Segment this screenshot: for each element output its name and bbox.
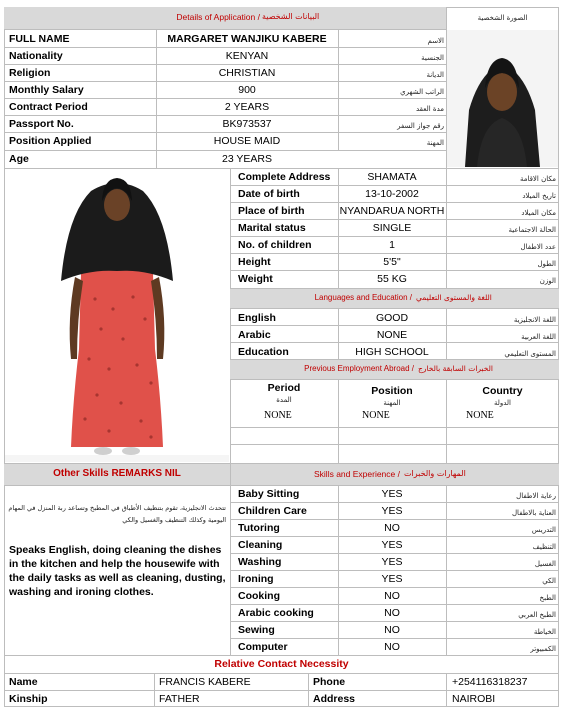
full-body-photo [5,169,229,462]
relative-kinship-label: Kinship [9,693,48,705]
full-name-label: FULL NAME [9,33,70,45]
height-value: 5'5" [383,256,401,268]
relative-kinship-value: FATHER [159,693,200,705]
position-header: Position [371,385,413,397]
monthly-salary-arabic: الراتب الشهري [400,88,444,96]
application-title: Details of Application / [176,12,260,22]
children-value: 1 [389,239,395,251]
dob-value: 13-10-2002 [365,188,419,200]
skill-arabic-cooking-label: Arabic cooking [238,607,314,619]
position-applied-label: Position Applied [9,135,92,147]
skill-ironing-arabic: الكي [542,577,556,585]
other-skills-arabic-text: تتحدث الانجليزية، تقوم بتنظيف الأطباق في المطبخ وتساعد ربة المنزل في المهام اليومية وكذلك التنظيف والغسيل والكي [8,504,226,524]
place-of-birth-label: Place of birth [238,205,305,217]
full-name-arabic: الاسم [427,37,444,45]
skill-children-care-label: Children Care [238,505,307,517]
age-value: 23 YEARS [221,153,272,165]
skill-tutoring-label: Tutoring [238,522,280,534]
skills-title: Skills and Experience / [314,469,400,479]
skill-sewing-value: NO [384,624,400,636]
nationality-arabic: الجنسية [421,54,444,62]
marital-status-label: Marital status [238,222,306,234]
arabic-label: Arabic [238,329,271,341]
passport-value: BK973537 [222,118,272,130]
skill-cooking-label: Cooking [238,590,280,602]
skill-ironing-value: YES [381,573,403,585]
arabic-value: NONE [376,329,408,341]
employment-title-arabic: الخبرات السابقة بالخارج [418,364,494,373]
position-applied-value: HOUSE MAID [213,135,281,147]
period-header: Period [267,382,301,394]
dob-arabic: تاريخ الميلاد [522,192,556,200]
nationality-label: Nationality [9,50,63,62]
english-label: English [238,312,276,324]
other-skills-text: Speaks English, doing cleaning the dishes in the kitchen and help the housewife with the daily tasks as well as cleaning, dusting, washing and ironing clothes. [9,544,226,598]
nationality-value: KENYAN [225,50,269,62]
relative-name-value: FRANCIS KABERE [159,676,251,688]
height-arabic: الطول [537,260,556,268]
employment-title: Previous Employment Abroad / [304,364,414,373]
skill-sewing-label: Sewing [238,624,275,636]
period-header-arabic: المدة [276,396,292,404]
passport-label: Passport No. [9,118,74,130]
marital-status-arabic: الحالة الاجتماعية [508,226,556,234]
weight-label: Weight [238,273,273,285]
monthly-salary-label: Monthly Salary [9,84,84,96]
education-label: Education [238,346,289,358]
skill-washing-value: YES [381,556,403,568]
religion-value: CHRISTIAN [218,67,276,79]
relative-address-value: NAIROBI [452,693,496,705]
employment-position-value: NONE [362,410,390,421]
skill-cleaning-label: Cleaning [238,539,283,551]
employment-period-value: NONE [264,410,292,421]
contract-period-value: 2 YEARS [224,101,270,113]
country-header: Country [482,385,523,397]
monthly-salary-value: 900 [238,84,256,96]
skill-washing-arabic: الغسيل [534,560,556,568]
other-skills-title: Other Skills REMARKS NIL [53,468,181,479]
languages-title: Languages and Education / [314,293,412,302]
dob-label: Date of birth [238,188,300,200]
skill-computer-label: Computer [238,641,288,653]
place-of-birth-value: NYANDARUA NORTH [339,205,445,217]
height-label: Height [238,256,271,268]
languages-title-arabic: اللغة والمستوى التعليمي [416,293,492,302]
address-label: Complete Address [238,171,331,183]
skill-children-care-value: YES [381,505,403,517]
portrait-photo [447,30,558,167]
skill-computer-value: NO [384,641,400,653]
relative-contact-title: Relative Contact Necessity [214,658,349,670]
skill-cleaning-arabic: التنظيف [532,543,556,551]
skill-tutoring-arabic: التدريس [531,526,556,534]
contract-period-arabic: مدة العقد [416,105,444,113]
english-arabic: اللغة الانجليزية [513,316,556,324]
photo-label-arabic: الصورة الشخصية [477,14,528,22]
english-value: GOOD [375,312,409,324]
application-title-arabic: البيانات الشخصية [262,12,320,21]
position-header-arabic: المهنة [383,399,401,407]
marital-status-value: SINGLE [372,222,412,234]
skill-computer-arabic: الكمبيوتر [530,645,556,653]
contract-period-label: Contract Period [9,101,88,113]
full-name-value: MARGARET WANJIKU KABERE [167,33,327,45]
place-of-birth-arabic: مكان الميلاد [521,209,556,217]
position-applied-arabic: المهنة [426,139,444,147]
relative-phone-label: Phone [313,676,346,688]
education-value: HIGH SCHOOL [355,346,429,358]
skill-cooking-arabic: الطبخ [539,594,556,602]
skill-children-care-arabic: العناية بالاطفال [511,509,556,517]
skill-tutoring-value: NO [384,522,400,534]
religion-label: Religion [9,67,51,79]
education-arabic: المستوى التعليمي [504,350,556,358]
skill-baby-sitting-label: Baby Sitting [238,488,300,500]
country-header-arabic: الدولة [493,399,512,407]
children-label: No. of children [238,239,312,251]
address-arabic: مكان الاقامة [519,175,556,183]
address-value: SHAMATA [367,171,417,183]
employment-country-value: NONE [466,410,494,421]
skill-sewing-arabic: الخياطة [533,628,556,636]
religion-arabic: الديانة [426,71,444,79]
passport-arabic: رقم جواز السفر [397,122,444,130]
skills-title-arabic: المهارات والخبرات [404,469,466,478]
skill-cleaning-value: YES [381,539,403,551]
weight-value: 55 KG [377,273,407,285]
skill-baby-sitting-value: YES [381,488,403,500]
skill-ironing-label: Ironing [238,573,274,585]
skill-cooking-value: NO [384,590,400,602]
relative-name-label: Name [9,676,38,688]
arabic-language-arabic: اللغة العربية [521,333,556,341]
relative-phone-value: +254116318237 [452,676,528,688]
weight-arabic: الوزن [539,277,556,285]
skill-arabic-cooking-arabic: الطبخ العربي [518,611,556,619]
skill-arabic-cooking-value: NO [384,607,400,619]
skill-baby-sitting-arabic: رعاية الاطفال [516,492,556,500]
age-label: Age [9,153,29,165]
relative-address-label: Address [313,693,356,705]
skill-washing-label: Washing [238,556,282,568]
children-arabic: عدد الاطفال [520,243,556,251]
